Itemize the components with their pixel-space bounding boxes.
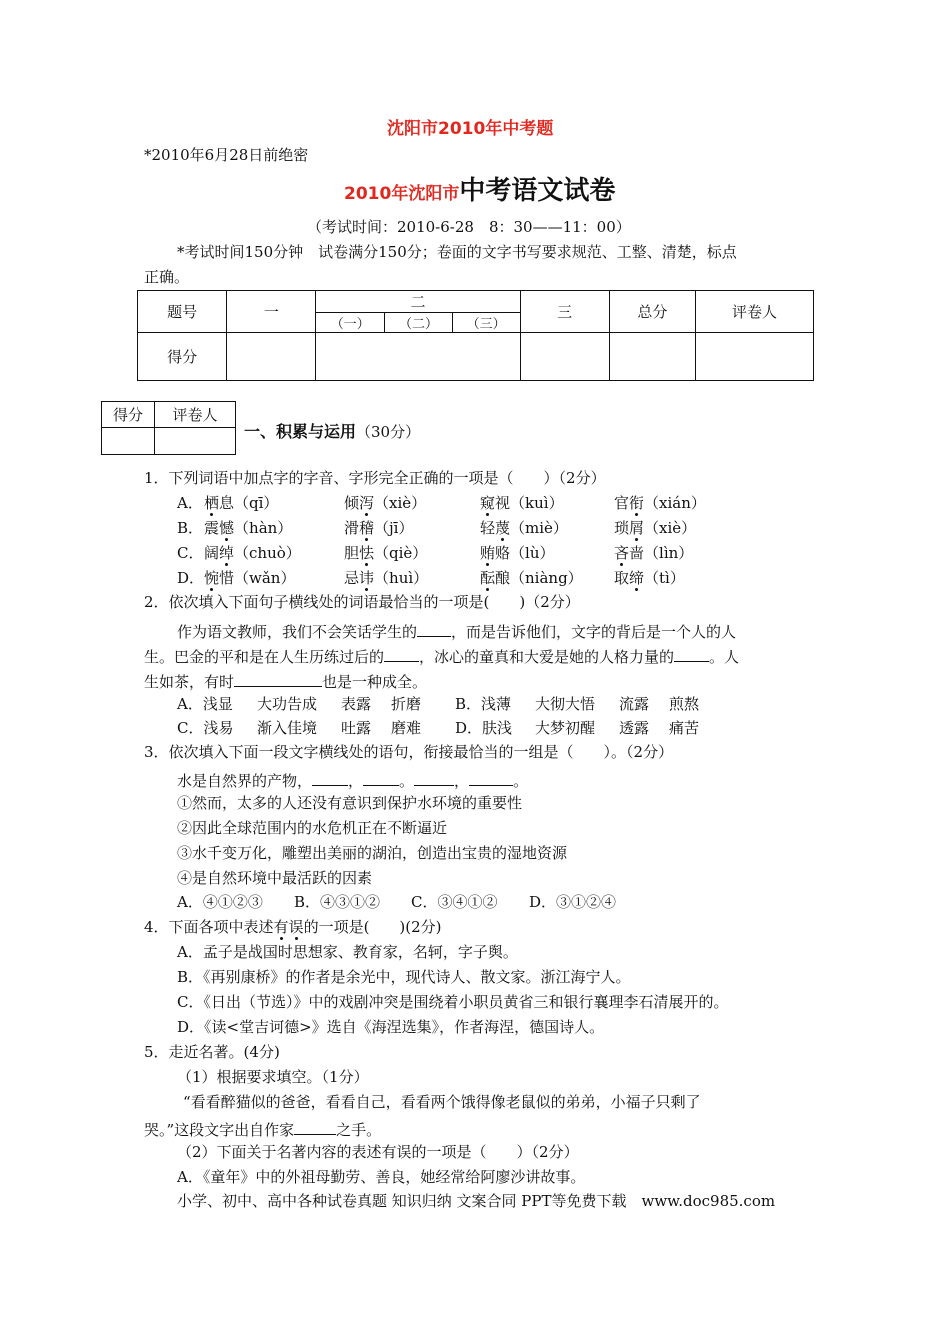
col-yi: 一 xyxy=(227,291,316,333)
instructions-line2: 正确。 xyxy=(144,268,190,286)
blank-line[interactable] xyxy=(363,771,399,786)
word-part: （tì） xyxy=(644,569,685,587)
sub-col-1: （一） xyxy=(316,313,385,333)
q1-option-word xyxy=(614,571,685,586)
q2-option: C．浅易 xyxy=(177,719,234,737)
q3-text: ， xyxy=(348,772,364,790)
q3-text: 水是自然界的产物， xyxy=(177,772,313,790)
q1-option-row xyxy=(177,496,203,511)
q1-option-word xyxy=(614,521,696,536)
blank-line[interactable] xyxy=(294,1120,336,1135)
word-part: 倾 xyxy=(344,494,360,512)
word-part: （xiè） xyxy=(374,494,427,512)
city-title: 沈阳市2010年中考题 xyxy=(387,119,554,139)
emphasis-char: 惋 xyxy=(204,569,220,587)
secret-note: *2010年6月28日前绝密 xyxy=(144,146,309,164)
q4-text: 的一项是( )(2分) xyxy=(303,918,442,936)
q3-option: A．④①②③ xyxy=(177,893,263,911)
q5-text: 哭。”这段文字出自作家 xyxy=(144,1121,295,1139)
word-part: （chuò） xyxy=(234,544,301,562)
col-zongfen: 总分 xyxy=(609,291,695,333)
score-cell xyxy=(316,333,520,381)
q2-stem: 2．依次填入下面句子横线处的词语最恰当的一项是( )（2分） xyxy=(144,593,580,611)
q2-option: A．浅显 xyxy=(177,695,233,713)
q1-option-word xyxy=(204,521,292,536)
q1-option-word xyxy=(344,571,428,586)
blank-line[interactable] xyxy=(469,771,513,786)
emphasis-char: 怯 xyxy=(359,544,375,562)
q4-stem xyxy=(144,920,442,935)
emphasis-char: 缔 xyxy=(629,569,645,587)
q2-option: 渐入佳境 xyxy=(257,719,318,737)
q2-text: 生如茶，有时 xyxy=(144,673,235,691)
emphasis-char: 绰 xyxy=(219,544,235,562)
q2-text: ，冰心的童真和大爱是她的人格力量的 xyxy=(419,648,675,666)
emphasis-char: 吝 xyxy=(614,544,630,562)
word-part: （huì） xyxy=(374,569,429,587)
word-part: 震 xyxy=(204,519,220,537)
q3-option: D．③①②④ xyxy=(529,893,617,911)
q2-option: 煎熬 xyxy=(669,695,700,713)
word-part: 啬（lìn） xyxy=(629,544,694,562)
q3-text: ， xyxy=(454,772,470,790)
word-part: （xiè） xyxy=(644,519,697,537)
q4-option-a: A．孟子是战国时思想家、教育家，名轲，字子舆。 xyxy=(177,943,518,961)
small-cell xyxy=(155,428,236,455)
q3-option: C．③④①② xyxy=(411,893,498,911)
word-part: 惜（wǎn） xyxy=(219,569,296,587)
q2-options-ab xyxy=(177,697,737,713)
q1-option-word xyxy=(204,546,301,561)
emphasis-char: 有 xyxy=(273,918,289,936)
word-part: 滑 xyxy=(344,519,360,537)
q5-quote-line1: “看看醉猫似的爸爸，看看自己，看看两个饿得像老鼠似的弟弟，小福子只剩了 xyxy=(183,1093,701,1111)
q5-text: 之手。 xyxy=(336,1121,382,1139)
q5-quote-line2 xyxy=(144,1120,381,1138)
section1-points: （30分） xyxy=(356,423,421,441)
q1-option-word xyxy=(204,496,278,511)
section1-title: 一、积累与运用 xyxy=(244,422,357,441)
emphasis-char: 窥 xyxy=(480,494,496,512)
q3-sentence-1: ①然而，太多的人还没有意识到保护水环境的重要性 xyxy=(177,794,523,812)
section1-heading xyxy=(244,424,420,440)
word-part: （miè） xyxy=(510,519,568,537)
q3-sentence-2: ②因此全球范围内的水危机正在不断逼近 xyxy=(177,819,448,837)
q1-option-word xyxy=(344,496,426,511)
q2-line1 xyxy=(177,622,736,640)
emphasis-char: 讳 xyxy=(359,569,375,587)
col-er: 二 xyxy=(316,291,520,313)
emphasis-char: 憾 xyxy=(219,519,235,537)
q3-text: 。 xyxy=(399,772,415,790)
word-part: （qiè） xyxy=(374,544,428,562)
q1-option-word xyxy=(480,546,554,561)
sub-col-2: （二） xyxy=(385,313,453,333)
q1-option-word xyxy=(480,496,564,511)
q2-option: 磨难 xyxy=(391,719,422,737)
q3-stem: 3．依次填入下面一段文字横线处的语句，衔接最恰当的一组是（ ）。（2分） xyxy=(144,743,674,761)
q1-option-row xyxy=(177,571,204,586)
col-tihao: 题号 xyxy=(138,291,227,333)
q1-option-row xyxy=(177,546,203,561)
q1-stem: 1．下列词语中加点字的字音、字形完全正确的一项是（ ）（2分） xyxy=(144,469,606,487)
option-label: A． xyxy=(177,494,203,512)
q1-option-word xyxy=(480,571,583,586)
emphasis-char: 酝 xyxy=(480,569,496,587)
q4-text: 4．下面各项中表述 xyxy=(144,918,274,936)
emphasis-char: 贿 xyxy=(480,544,496,562)
word-part: 阔 xyxy=(204,544,220,562)
word-part: 官 xyxy=(614,494,630,512)
q4-option-d: D．《读<堂吉诃德>》选自《海涅选集》，作者海涅，德国诗人。 xyxy=(177,1018,605,1036)
q1-option-word xyxy=(204,571,295,586)
word-part: 取 xyxy=(614,569,630,587)
q5-option-a: A．《童年》中的外祖母勤劳、善良，她经常给阿廖沙讲故事。 xyxy=(177,1168,586,1186)
q2-text: ，而是告诉他们，文字的背后是一个人的人 xyxy=(451,623,737,641)
score-cell xyxy=(696,333,814,381)
blank-line[interactable] xyxy=(414,771,454,786)
q4-option-c: C．《日出（节选）》中的戏剧冲突是围绕着小职员黄省三和银行襄理李石清展开的。 xyxy=(177,993,729,1011)
emphasis-char: 泻 xyxy=(359,494,375,512)
q5-stem: 5．走近名著。(4分) xyxy=(144,1043,280,1061)
blank-line[interactable] xyxy=(234,672,322,687)
option-label: B． xyxy=(177,519,204,537)
q3-text: 。 xyxy=(513,772,529,790)
q5-sub2: （2）下面关于名著内容的表述有误的一项是（ ）（2分） xyxy=(177,1143,579,1161)
word-part: （xián） xyxy=(644,494,706,512)
word-part: 忌 xyxy=(344,569,360,587)
row-defen: 得分 xyxy=(138,333,227,381)
q2-option: 大彻大悟 xyxy=(535,695,596,713)
word-part: 息（qī） xyxy=(219,494,279,512)
col-san: 三 xyxy=(520,291,609,333)
q2-option: 大梦初醒 xyxy=(535,719,596,737)
emphasis-char: 屑 xyxy=(629,519,645,537)
exam-title xyxy=(344,178,615,204)
q2-option: 透露 xyxy=(619,719,650,737)
score-cell xyxy=(520,333,609,381)
q2-option: 大功告成 xyxy=(257,695,318,713)
blank-line[interactable] xyxy=(417,622,451,637)
exam-title-main: 中考语文试卷 xyxy=(459,176,616,206)
q2-text: 也是一种成全。 xyxy=(322,673,428,691)
q4-option-b: B．《再别康桥》的作者是余光中，现代诗人、散文家。浙江海宁人。 xyxy=(177,968,631,986)
score-cell xyxy=(609,333,695,381)
q3-sentence-3: ③水千变万化，雕塑出美丽的湖泊，创造出宝贵的湿地资源 xyxy=(177,844,568,862)
q1-option-word xyxy=(614,496,706,511)
q1-option-word xyxy=(344,521,413,536)
small-pingjuanren: 评卷人 xyxy=(155,402,236,428)
word-part: 轻 xyxy=(480,519,496,537)
blank-line[interactable] xyxy=(312,771,348,786)
q2-line2 xyxy=(144,647,739,665)
q1-option-word xyxy=(344,546,427,561)
blank-line[interactable] xyxy=(384,647,419,662)
exam-time: （考试时间：2010-6-28 8：30——11：00） xyxy=(307,218,631,236)
word-part: 视（kuì） xyxy=(495,494,564,512)
q2-option: D．肤浅 xyxy=(455,719,513,737)
q2-text: 。人 xyxy=(709,648,740,666)
q2-text: 生。巴金的平和是在人生历练过后的 xyxy=(144,648,385,666)
q3-lead xyxy=(177,771,528,789)
q1-option-word xyxy=(614,546,693,561)
q3-option: B．④③①② xyxy=(294,893,381,911)
small-defen: 得分 xyxy=(102,402,155,428)
footer-text: 小学、初中、高中各种试卷真题 知识归纳 文案合同 PPT等免费下载 www.doc985.com xyxy=(177,1192,776,1210)
word-part: 赂（lù） xyxy=(495,544,555,562)
sub-col-3: （三） xyxy=(452,313,520,333)
small-cell xyxy=(102,428,155,455)
emphasis-char: 稽 xyxy=(359,519,375,537)
q2-option: B．浅薄 xyxy=(455,695,512,713)
q1-option-row xyxy=(177,521,203,536)
option-label: D． xyxy=(177,569,205,587)
word-part: （hàn） xyxy=(234,519,293,537)
q2-line3 xyxy=(144,672,427,690)
q3-options xyxy=(177,895,637,911)
q2-options-cd xyxy=(177,721,737,737)
word-part: （jī） xyxy=(374,519,414,537)
section-score-table xyxy=(101,401,236,455)
q1-option-word xyxy=(480,521,568,536)
exam-title-prefix: 2010年沈阳市 xyxy=(344,184,460,204)
q2-option: 痛苦 xyxy=(669,719,700,737)
score-table xyxy=(137,290,814,381)
emphasis-char: 蔑 xyxy=(495,519,511,537)
word-part: 琐 xyxy=(614,519,630,537)
q2-option: 吐露 xyxy=(341,719,372,737)
score-cell xyxy=(227,333,316,381)
q2-text: 作为语文教师，我们不会笑话学生的 xyxy=(177,623,418,641)
q2-option: 折磨 xyxy=(391,695,422,713)
q2-option: 表露 xyxy=(341,695,372,713)
emphasis-char: 衔 xyxy=(629,494,645,512)
blank-line[interactable] xyxy=(674,647,709,662)
word-part: 胆 xyxy=(344,544,360,562)
emphasis-char: 误 xyxy=(288,918,304,936)
emphasis-char: 栖 xyxy=(204,494,220,512)
q2-option: 流露 xyxy=(619,695,650,713)
q5-sub1: （1）根据要求填空。（1分） xyxy=(177,1068,369,1086)
word-part: 酿（niàng） xyxy=(495,569,583,587)
instructions-line1: *考试时间150分钟 试卷满分150分；卷面的文字书写要求规范、工整、清楚，标点 xyxy=(177,243,737,261)
option-label: C． xyxy=(177,544,204,562)
q3-sentence-4: ④是自然环境中最活跃的因素 xyxy=(177,869,373,887)
col-pingjuanren: 评卷人 xyxy=(696,291,814,333)
